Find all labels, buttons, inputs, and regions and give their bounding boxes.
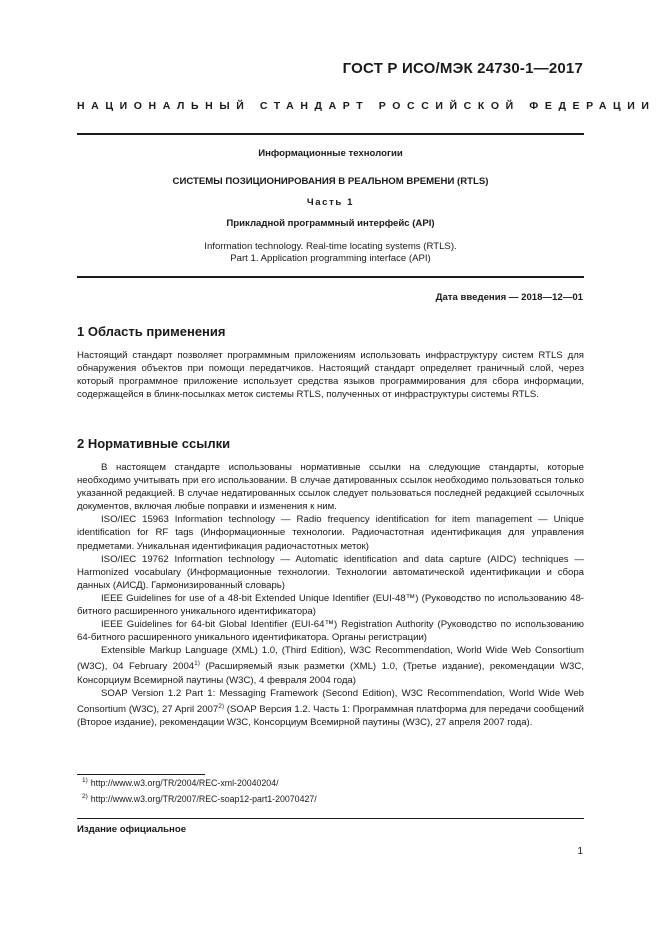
reference-soap-text: SOAP Version 1.2 Part 1: Messaging Framework (Second Edition), W3C Recommendation, World Wide Web Consortium (W3C), 27 April 2007 [77,687,584,715]
section-1-heading: 1 Область применения [77,324,226,339]
reference-xml-translation: (Расширяемый язык разметки (XML) 1.0, (Третье издание), рекомендации W3C, Консорциум Всемирной паутины (W3C), 4 февраля 2004 года) [77,661,584,686]
official-edition-label: Издание официальное [77,824,187,835]
footnote-2 [77,793,317,804]
subtitle: Прикладной программный интерфейс (API) [226,218,435,229]
footnote-2-mark: 2) [82,793,88,800]
normative-intro-paragraph: В настоящем стандарте использованы нормативные ссылки на следующие стандарты, которые необходимо учитывать при его использовании. В случае датированных ссылок необходимо пользоваться только указанной редакцией. В случае недатированных ссылок следует пользоваться последней редакцией ссылочных документов, включая любые поправки и изменения к ним. [77,462,584,513]
reference-iso-19762: ISO/IEC 19762 Information technology — Automatic identification and data capture (AIDC) techniques — Harmonized vocabulary (Информационные технологии. Технологии автоматической идентификации и сбора данных (АИСД). Гармонизированный словарь) [77,553,584,591]
main-title: СИСТЕМЫ ПОЗИЦИОНИРОВАНИЯ В РЕАЛЬНОМ ВРЕМЕНИ (RTLS) [172,176,489,187]
introduction-date: Дата введения — 2018—12—01 [435,292,583,303]
reference-soap-translation: (SOAP Версия 1.2. Часть 1: Программная платформа для передачи сообщений (Второе издание), рекомендации W3C, Консорциум Всемирной паутины (W3C), 27 апреля 2007 года). [77,703,584,728]
reference-xml-text: Extensible Markup Language (XML) 1.0, (Third Edition), W3C Recommendation, World Wide Web Consortium (W3C), 04 February 2004 [77,645,584,673]
footnote-ref-1: 1) [194,660,200,668]
english-title-line1: Information technology. Real-time locating systems (RTLS). [204,241,457,252]
reference-soap [77,687,584,729]
section-1-paragraph: Настоящий стандарт позволяет программным приложениям использовать инфраструктуру систем RTLS для обнаружения объектов при помощи передатчиков. Настоящий стандарт определяет граничный слой, через который программное приложение использует средства языков программирования для сбора информации, содержащейся в блинк-посылках меток системы RTLS, полученных от инфраструктуры системы RTLS. [77,350,584,401]
footnote-1-url: http://www.w3.org/TR/2004/REC-xml-20040204/ [90,778,279,788]
reference-ieee-eui48: IEEE Guidelines for use of a 48-bit Extended Unique Identifier (EUI-48™) (Руководство по использованию 48-битного расширенного уникального идентификатора) [77,592,584,618]
topic-title: Информационные технологии [258,148,403,159]
page-number: 1 [577,846,583,857]
standard-code: ГОСТ Р ИСО/МЭК 24730-1—2017 [342,60,583,77]
top-rule [77,133,584,135]
national-standard-heading: НАЦИОНАЛЬНЫЙ СТАНДАРТ РОССИЙСКОЙ ФЕДЕРАЦИИ [77,100,656,112]
reference-xml [77,644,584,686]
footnote-ref-2: 2) [218,702,224,710]
english-title-line2: Part 1. Application programming interface (API) [230,253,431,264]
footer-rule [77,818,584,819]
footnote-1 [77,777,279,788]
part-label: Часть 1 [306,197,355,208]
section-2-heading: 2 Нормативные ссылки [77,436,231,451]
footnote-rule [77,774,205,775]
section-1-text [77,349,584,401]
reference-iso-15963: ISO/IEC 15963 Information technology — Radio frequency identification for item management — Unique identification for RF tags (Информационные технологии. Радиочастотная идентификация для управления предметами. Уникальная идентификация радиочастотных меток) [77,514,584,552]
footnote-1-mark: 1) [82,777,88,784]
footnote-2-url: http://www.w3.org/TR/2007/REC-soap12-part1-20070427/ [90,794,317,804]
reference-ieee-eui64: IEEE Guidelines for 64-bit Global Identifier (EUI-64™) Registration Authority (Руководство по использованию 64-битного расширенного уникального идентификатора. Органы регистрации) [77,619,584,644]
section-2-text [77,461,584,729]
title-bottom-rule [77,276,584,278]
